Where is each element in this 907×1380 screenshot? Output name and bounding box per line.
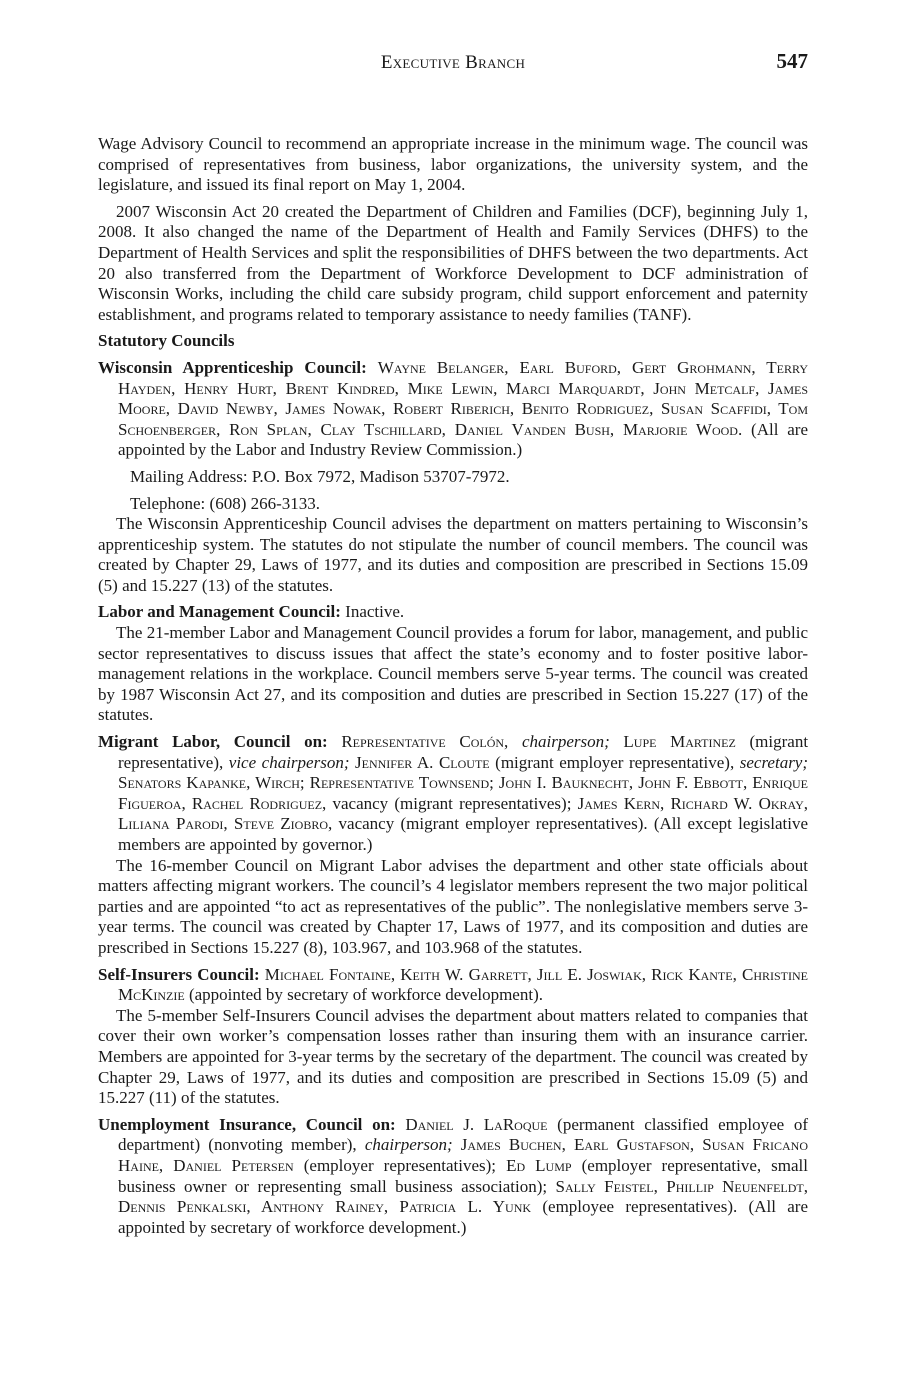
unemployment-insurance-council-entry: [98, 1115, 808, 1239]
entry-title: Unemployment Insurance, Council on:: [98, 1114, 396, 1134]
migrant-labor-council-entry: [98, 732, 808, 856]
entry-title: Migrant Labor, Council on:: [98, 732, 328, 752]
member-names: Senators Kapanke, Wirch; Representative Townsend; John I. Bauknecht, John F. Ebbott, Enrique Figueroa, Rachel Rodriguez,: [118, 773, 808, 813]
member-names: Representative Colón,: [341, 732, 509, 752]
section-heading: Statutory Councils: [98, 331, 235, 351]
entry-title: Self-Insurers Council:: [98, 964, 260, 984]
page-header: [98, 49, 808, 82]
role: vice chairperson;: [228, 752, 350, 772]
member-role-text: (permanent classified employee of department) (nonvoting member),: [118, 1114, 808, 1155]
role: secretary;: [739, 752, 809, 772]
labor-management-description: The 21-member Labor and Management Council provides a forum for labor, management, and public sector representatives to discuss issues that affect the state’s economy and to foster positive labor-management relations in the workplace. Council members serve 5-year terms. The council was created by 1987 Wisconsin Act 27, and its composition and duties are prescribed in Section 15.227 (17) of the statutes.: [98, 623, 808, 725]
member-role-text: vacancy (migrant representatives);: [332, 793, 572, 813]
intro-paragraph: Wage Advisory Council to recommend an appropriate increase in the minimum wage. The council was comprised of representatives from business, labor organizations, the university system, and the legislature, and issued its final report on May 1, 2004.: [98, 134, 808, 195]
running-head: Executive Branch: [380, 52, 526, 73]
member-names: Daniel J. LaRoque: [405, 1114, 548, 1134]
entry-title: Labor and Management Council:: [98, 602, 341, 622]
member-names: Michael Fontaine, Keith W. Garrett, Jill E. Joswiak, Rick Kante, Christine McKinzie: [118, 964, 808, 1005]
member-names: Lupe Martinez: [623, 732, 736, 752]
member-names: Sally Feistel, Phillip Neuenfeldt, Dennis Penkalski, Anthony Rainey, Patricia L. Yunk: [118, 1176, 808, 1217]
mailing-address: Mailing Address: P.O. Box 7972, Madison 53707-7972.: [130, 466, 510, 486]
apprenticeship-council-entry: [98, 358, 808, 461]
member-names: Jennifer A. Cloute: [355, 752, 490, 772]
entry-title: Wisconsin Apprenticeship Council:: [98, 357, 367, 377]
self-insurers-council-entry: [98, 965, 808, 1006]
page-number: 547: [776, 49, 808, 73]
member-names: Ed Lump: [506, 1155, 572, 1175]
role: chairperson;: [364, 1135, 453, 1155]
member-role-text: vacancy (migrant employer representatives). (All except legislative members are appointed by governor.): [118, 814, 809, 854]
council-status: Inactive.: [345, 602, 405, 622]
self-insurers-description: The 5-member Self-Insurers Council advises the department about matters related to companies that cover their own worker’s compensation losses rather than insuring them with an insurance carrier. Members are appointed for 3-year terms by the secretary of the department. The council was created by Chapter 29, Laws of 1977, and its duties and composition are prescribed in Sections 15.09 (5) and 15.227 (11) of the statutes.: [98, 1005, 808, 1108]
member-names: Wayne Belanger, Earl Buford, Gert Grohmann, Terry Hayden, Henry Hurt, Brent Kindred, Mike Lewin, Marci Marquardt, John Metcalf, James Moore, David Newby, James Nowak, Robert Riberich, Benito Rodriguez, Susan Scaffidi, Tom Schoenberger, Ron Splan, Clay Tschillard, Daniel Vanden Bush, Marjorie Wood.: [118, 357, 809, 439]
labor-management-council-entry: [98, 602, 808, 623]
member-role-text: (employer representative, small business owner or representing small business association);: [118, 1155, 809, 1196]
member-names: James Kern, Richard W. Okray, Liliana Parodi, Steve Ziobro,: [118, 793, 809, 834]
migrant-labor-description: The 16-member Council on Migrant Labor advises the department and other state officials about matters affecting migrant workers. The council’s 4 legislator members represent the two major political parties and are appointed “to act as representatives of the public”. The nonlegislative members serve 3-year terms. The council was created by Chapter 17, Laws of 1977, and its composition and duties are prescribed in Sections 15.227 (8), 103.967, and 103.968 of the statutes.: [98, 855, 808, 957]
member-role-text: (employee representatives). (All are appointed by secretary of workforce development.): [118, 1197, 808, 1237]
member-role-text: (employer representatives);: [303, 1155, 496, 1175]
member-names: James Buchen, Earl Gustafson, Susan Fricano Haine, Daniel Petersen: [118, 1135, 808, 1175]
appointment-note: (All are appointed by the Labor and Industry Review Commission.): [118, 419, 808, 460]
act-20-paragraph: 2007 Wisconsin Act 20 created the Department of Children and Families (DCF), beginning July 1, 2008. It also changed the name of the Department of Health and Family Services (DHFS) to the Department of Health Services and split the responsibilities of DHFS between the two departments. Act 20 also transferred from the Department of Workforce Development to DCF administration of Wisconsin Works, including the child care subsidy program, child support enforcement and paternity establishment, and programs related to temporary assistance to needy families (TANF).: [98, 201, 808, 324]
telephone: Telephone: (608) 266-3133.: [130, 493, 321, 513]
role: chairperson;: [521, 732, 610, 752]
appointment-note: (appointed by secretary of workforce development).: [188, 985, 543, 1005]
member-role-text: (migrant employer representative),: [495, 752, 735, 772]
page-body: [98, 134, 808, 1238]
apprenticeship-description: The Wisconsin Apprenticeship Council advises the department on matters pertaining to Wisconsin’s apprenticeship system. The statutes do not stipulate the number of council members. The council was created by Chapter 29, Laws of 1977, and its duties and composition are prescribed in Sections 15.09 (5) and 15.227 (13) of the statutes.: [98, 514, 808, 595]
member-role-text: (migrant representative),: [118, 732, 809, 772]
